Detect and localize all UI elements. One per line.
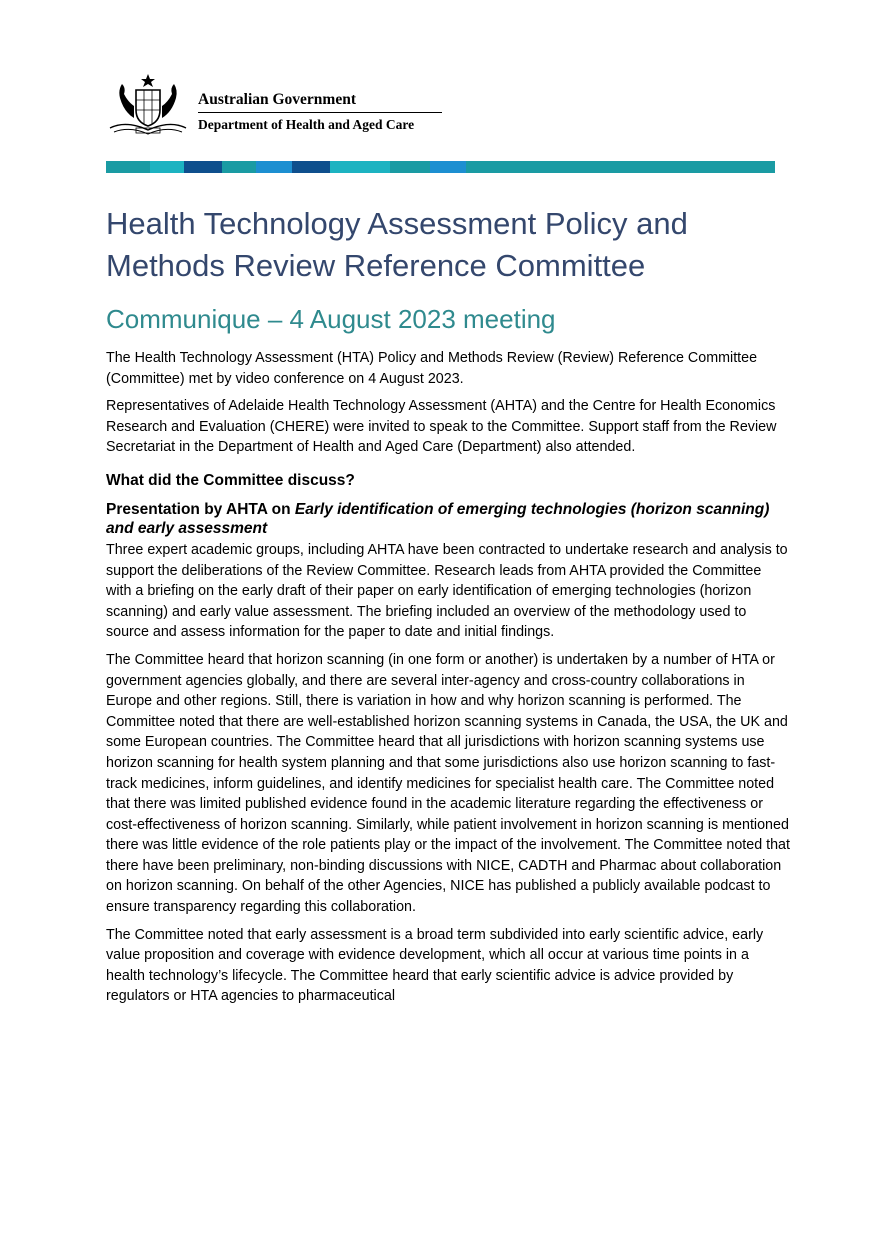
body-paragraph: The Committee noted that early assessment is a broad term subdivided into early scientific advice, early value proposition and coverage with evidence development, which all occur at various time points in a health technology’s lifecycle. The Committee heard that early scientific advice is advice provided by regulators or HTA agencies to pharmaceutical: [106, 926, 764, 1005]
stripe-segment: [184, 161, 222, 173]
stripe-segment: [292, 161, 330, 173]
department-name: Department of Health and Aged Care: [198, 117, 415, 132]
stripe-segment: [256, 161, 292, 173]
presentation-heading-lead: Presentation by AHTA on: [106, 500, 295, 518]
stripe-segment: [466, 161, 775, 173]
stripe-segment: [330, 161, 390, 173]
stripe-segment: [222, 161, 256, 173]
stripe-segment: [430, 161, 466, 173]
coat-of-arms-icon: [106, 72, 190, 138]
stripe-segment: [106, 161, 150, 173]
presentation-heading-topic: Early identification of emerging technologies (horizon scanning) and early assessment: [106, 500, 770, 537]
government-name: Australian Government: [198, 91, 357, 108]
decorative-color-stripe: [106, 161, 775, 173]
header-divider: [198, 112, 442, 113]
page-title: Health Technology Assessment Policy and Methods Review Reference Committee: [106, 206, 688, 283]
body-paragraph: The Committee heard that horizon scanning (in one form or another) is undertaken by a number of HTA or government agencies globally, and there are several inter-agency and cross-country collaborations in Europe and other regions. Still, there is variation in how and why horizon scanning is performed. The Committee noted that there are well-established horizon scanning systems in Canada, the USA, the UK and some European countries. The Committee heard that all jurisdictions with horizon scanning systems use horizon scanning for health system planning and that some jurisdictions also use horizon scanning to fast-track medicines, inform guidelines, and identify medicines for specialist health care. The Committee noted that there was limited published evidence found in the academic literature regarding the effectiveness or cost-effectiveness of horizon scanning. Similarly, while patient involvement in horizon scanning is mentioned there was little evidence of the role patients play or the impact of the involvement. The Committee noted that there have been preliminary, non-binding discussions with NICE, CADTH and Pharmac about collaboration on horizon scanning. On behalf of the other Agencies, NICE has published a publicly available podcast to ensure transparency regarding this collaboration.: [106, 651, 790, 916]
page-subtitle: Communique – 4 August 2023 meeting: [106, 304, 556, 334]
government-header: [106, 72, 466, 142]
body-paragraph: Three expert academic groups, including AHTA have been contracted to undertake research and analysis to support the deliberations of the Review Committee. Research leads from AHTA provided the Committee with a briefing on the early draft of their paper on early identification of emerging technologies (horizon scanning) and early value assessment. The briefing included an overview of the methodology used to source and assess information for the paper to date and initial findings.: [106, 541, 788, 641]
intro-paragraph: The Health Technology Assessment (HTA) Policy and Methods Review (Review) Reference Committee (Committee) met by video conference on 4 August 2023.: [106, 350, 758, 387]
stripe-segment: [390, 161, 430, 173]
document-body: [106, 348, 790, 1014]
presentation-heading: [106, 500, 790, 538]
stripe-segment: [150, 161, 184, 173]
intro-paragraph: Representatives of Adelaide Health Technology Assessment (AHTA) and the Centre for Health Economics Research and Evaluation (CHERE) were invited to speak to the Committee. Support staff from the Review Secretariat in the Department of Health and Aged Care (Department) also attended.: [106, 398, 777, 456]
section-heading: What did the Committee discuss?: [106, 471, 355, 489]
